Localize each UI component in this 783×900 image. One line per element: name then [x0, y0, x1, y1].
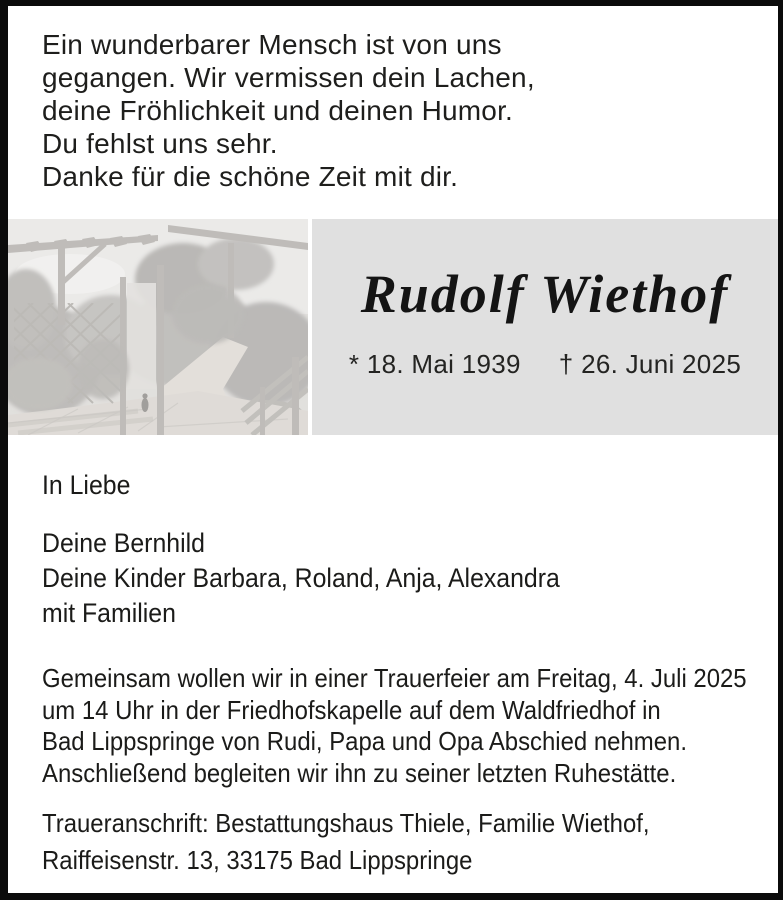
- intro-line: Ein wunderbarer Mensch ist von uns: [42, 29, 502, 60]
- ceremony-line: Gemeinsam wollen wir in einer Trauerfeier am Freitag, 4. Juli 2025: [42, 663, 747, 693]
- ceremony-line: Bad Lippspringe von Rudi, Papa und Opa Abschied nehmen.: [42, 726, 687, 756]
- ceremony-block: [42, 663, 747, 789]
- garden-photo-illustration: [8, 219, 308, 435]
- intro-verse: [42, 28, 535, 193]
- address-line: Raiffeisenstr. 13, 33175 Bad Lippspringe: [42, 845, 473, 875]
- death-date: † 26. Juni 2025: [558, 349, 742, 379]
- ceremony-line: Anschließend begleiten wir ihn zu seiner letzten Ruhestätte.: [42, 757, 677, 788]
- closing-phrase: In Liebe: [42, 470, 131, 500]
- family-line: mit Familien: [42, 598, 176, 628]
- life-dates: [312, 349, 778, 380]
- intro-line: Danke für die schöne Zeit mit dir.: [42, 161, 459, 192]
- family-line: Deine Bernhild: [42, 528, 205, 558]
- notice-paper: [8, 6, 778, 893]
- deceased-name: Rudolf Wiethof: [360, 264, 730, 324]
- garden-pergola-photo: [8, 219, 308, 435]
- family-block: [42, 526, 560, 631]
- ceremony-line: um 14 Uhr in der Friedhofskapelle auf dem Waldfriedhof in: [42, 694, 661, 725]
- intro-line: Du fehlst uns sehr.: [42, 128, 278, 159]
- intro-line: gegangen. Wir vermissen dein Lachen,: [42, 62, 535, 93]
- photo-name-band: [8, 219, 778, 435]
- family-line: Deine Kinder Barbara, Roland, Anja, Alexandra: [42, 563, 560, 593]
- mourning-address-block: [42, 805, 650, 879]
- name-panel: [312, 219, 778, 435]
- birth-date: * 18. Mai 1939: [348, 349, 521, 379]
- address-line: Traueranschrift: Bestattungshaus Thiele, Familie Wiethof,: [42, 808, 650, 838]
- intro-line: deine Fröhlichkeit und deinen Humor.: [42, 95, 514, 126]
